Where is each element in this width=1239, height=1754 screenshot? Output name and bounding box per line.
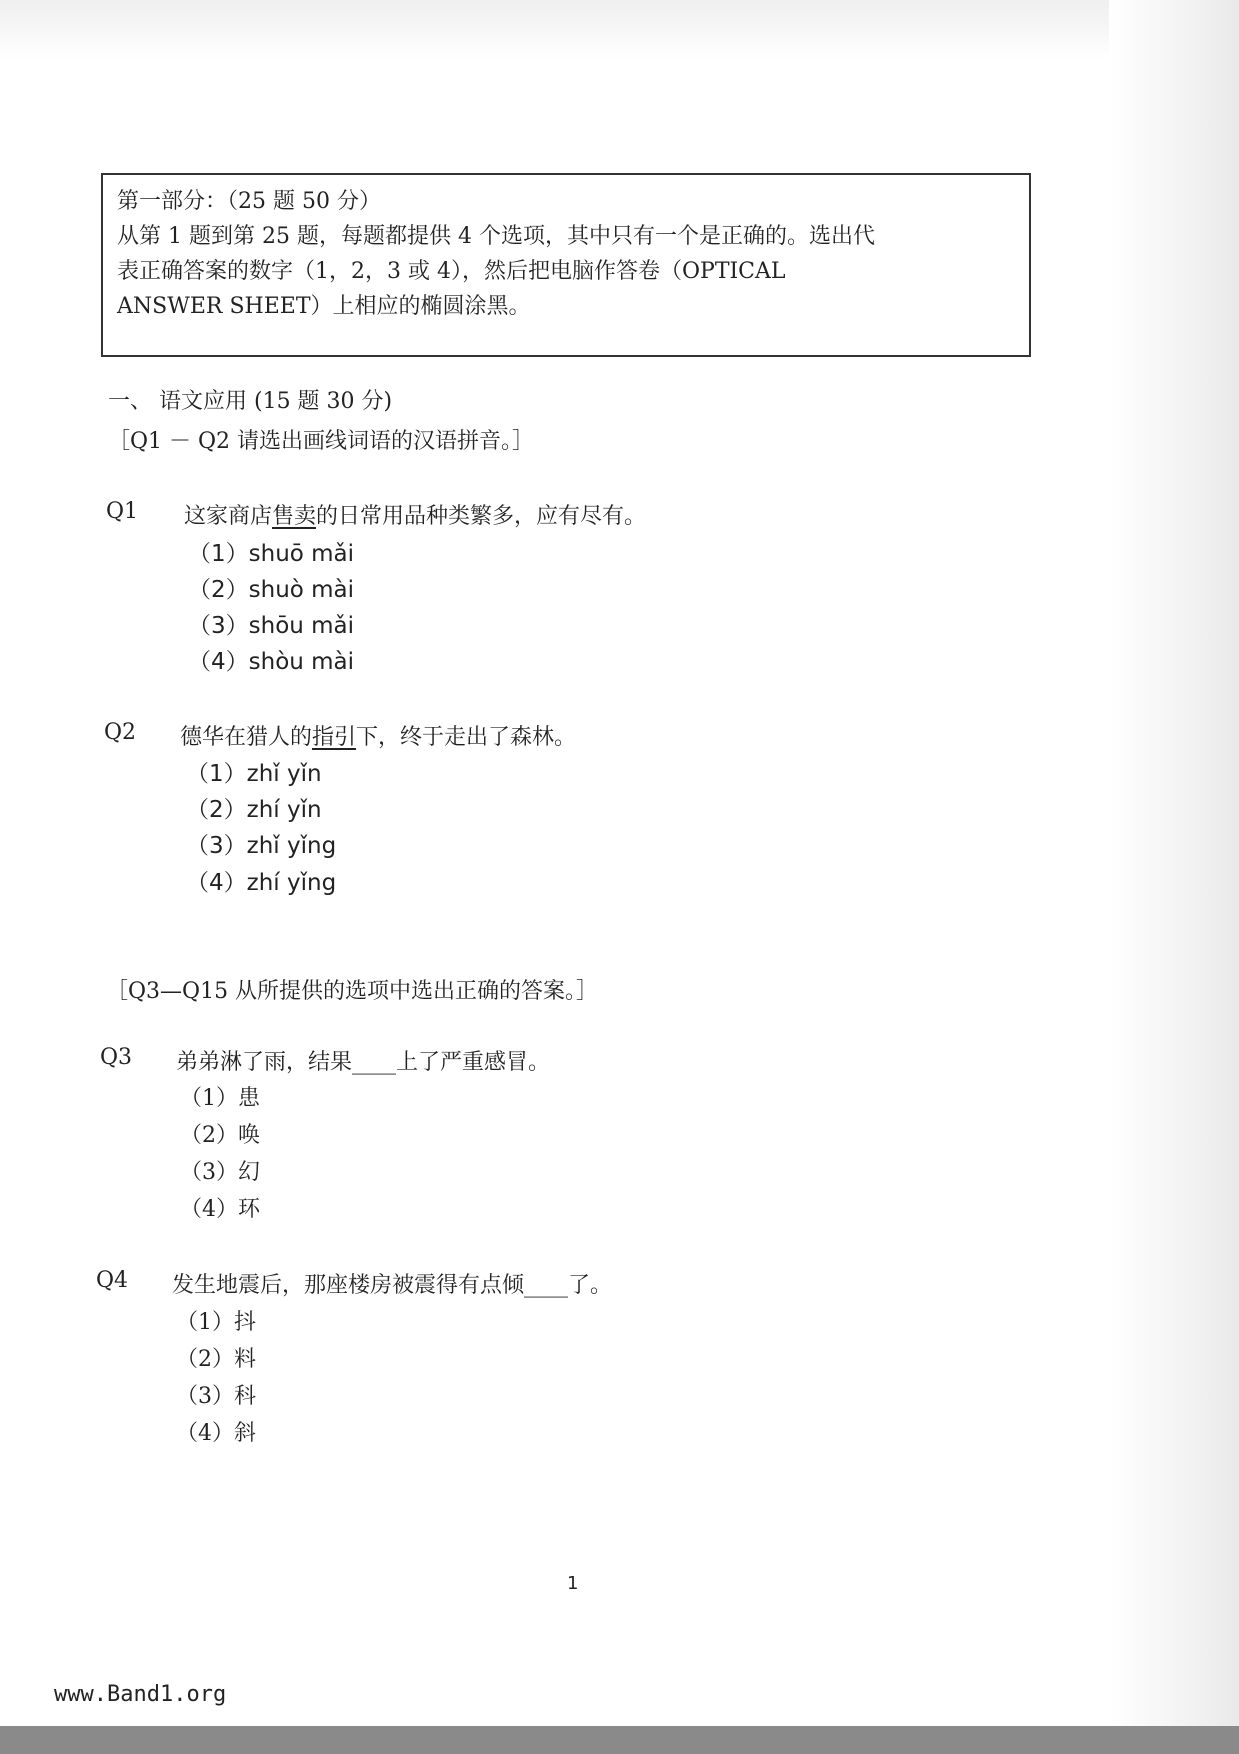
option-2: （2）唤 (180, 1123, 260, 1148)
section-title: 一、 语文应用 (15 题 30 分) (108, 389, 393, 414)
question-number: Q4 (96, 1268, 129, 1293)
question-number: Q2 (104, 720, 137, 745)
scan-shadow-top (0, 0, 1239, 60)
option-2: （2）zhí yǐn (186, 797, 322, 823)
page-number: 1 (567, 1573, 579, 1594)
option-1: （1）抖 (176, 1310, 256, 1335)
option-3: （3）幻 (180, 1160, 260, 1185)
question-text (184, 499, 646, 530)
question-number: Q1 (106, 499, 139, 524)
question-text-pre: 德华在猎人的 (180, 725, 313, 750)
question-text-post: 的日常用品种类繁多，应有尽有。 (316, 504, 647, 529)
option-1: （1）shuō mǎi (188, 541, 355, 567)
option-4: （4）zhí yǐng (186, 870, 337, 896)
option-1: （1）患 (180, 1086, 260, 1111)
underlined-word: 售卖 (272, 504, 317, 529)
question-text (180, 720, 576, 751)
section-instruction-q1-q2: ［Q1 － Q2 请选出画线词语的汉语拼音。］ (108, 429, 535, 454)
scan-shadow-bottom (0, 1726, 1239, 1754)
option-4: （4）环 (180, 1197, 260, 1222)
option-4: （4）shòu mài (188, 649, 355, 675)
intro-line-1: 第一部分：（25 题 50 分） (117, 189, 381, 214)
question-number: Q3 (100, 1045, 133, 1070)
option-3: （3）zhǐ yǐng (186, 833, 337, 859)
watermark: www.Band1.org (54, 1682, 227, 1707)
intro-line-3: 表正确答案的数字（1，2，3 或 4），然后把电脑作答卷（OPTICAL (117, 259, 786, 284)
question-text-post: 下，终于走出了森林。 (356, 725, 577, 750)
section-instruction-q3-q15: ［Q3—Q15 从所提供的选项中选出正确的答案。］ (106, 979, 599, 1004)
option-2: （2）料 (176, 1347, 256, 1372)
question-text: 弟弟淋了雨，结果____上了严重感冒。 (176, 1050, 551, 1075)
option-3: （3）shōu mǎi (188, 613, 355, 639)
option-2: （2）shuò mài (188, 577, 355, 603)
option-3: （3）科 (176, 1384, 256, 1409)
intro-line-2: 从第 1 题到第 25 题，每题都提供 4 个选项，其中只有一个是正确的。选出代 (117, 224, 875, 249)
question-text: 发生地震后，那座楼房被震得有点倾____了。 (172, 1273, 613, 1298)
option-4: （4）斜 (176, 1421, 256, 1446)
question-text-pre: 这家商店 (184, 504, 273, 529)
option-1: （1）zhǐ yǐn (186, 761, 322, 787)
underlined-word: 指引 (312, 725, 357, 750)
scan-shadow-right (1109, 0, 1239, 1754)
intro-line-4: ANSWER SHEET）上相应的椭圆涂黑。 (117, 294, 531, 319)
instructions-box (101, 173, 1031, 357)
